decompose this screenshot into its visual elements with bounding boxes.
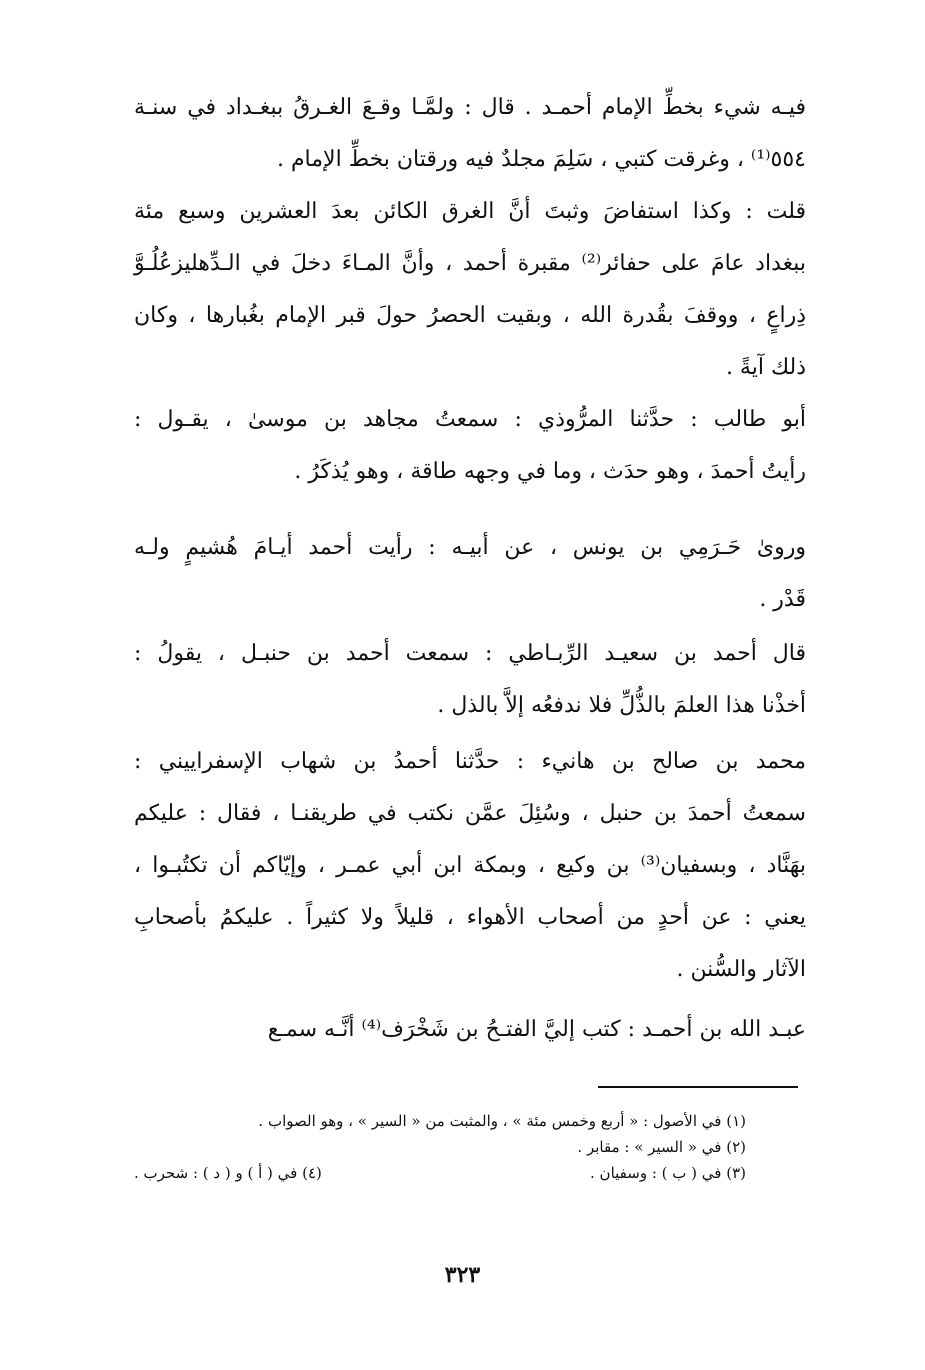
text-line: أبو طالب : حدَّثنا المرُّوذي : سمعتُ مجاهد بن موسىٰ ، يقـول :	[134, 407, 806, 432]
text-line: أخذْنا هذا العلمَ بالذُّلِّ فلا ندفعُه إلاَّ بالذل .	[437, 693, 806, 718]
text-line: ببغداد عامَ على حفائر⁽²⁾ مقبرة أحمد ، وأنَّ المـاءَ دخلَ في الـدِّهليزعُلُـوَّ	[134, 251, 806, 276]
footnote-3: (٣) في ( ب ) : وسفيان .	[590, 1164, 746, 1182]
paragraph-6	[134, 736, 806, 996]
paragraph-7	[134, 1004, 806, 1056]
text-line: قلت : وكذا استفاضَ وثبتَ أنَّ الغرق الكائن بعدَ العشرين وسبع مئة	[134, 199, 806, 224]
text-line: سمعتُ أحمدَ بن حنبل ، وسُئِلَ عمَّن نكتب في طريقنـا ، فقال : عليكم	[134, 801, 806, 826]
text-line: ذِراعٍ ، ووقفَ بقُدرة الله ، وبقيت الحصرُ حولَ قبر الإمام بغُبارها ، وكان	[134, 303, 806, 328]
paragraph-1	[134, 82, 806, 186]
footnote-row	[134, 1160, 746, 1186]
text-line: قَدْر .	[759, 587, 806, 612]
page-number: ٣٢٣	[444, 1262, 481, 1288]
text-line: فيـه شيء بخطِّ الإمام أحمـد . قال : ولمَّـا وقـعَ الغـرقُ ببغـداد في سنـة	[134, 95, 806, 120]
footnote-4: (٤) في ( أ ) و ( د ) : شحرب .	[134, 1164, 322, 1182]
text-line: قال أحمد بن سعيـد الرِّبـاطي : سمعت أحمد بن حنبـل ، يقولُ :	[134, 641, 806, 666]
footnote-separator	[598, 1086, 798, 1088]
footnote-1: (١) في الأصول : « أربع وخمس مئة » ، والمثبت من « السير » ، وهو الصواب .	[258, 1112, 746, 1130]
text-line: ورویٰ حَـرَمِي بن يونس ، عن أبيـه : رأيت أحمد أيـامَ هُشيمٍ ولـه	[134, 535, 806, 560]
paragraph-3	[134, 394, 806, 498]
paragraph-2	[134, 186, 806, 394]
paragraph-4	[134, 522, 806, 626]
text-line: ٥٥٤⁽¹⁾ ، وغرقت كتبي ، سَلِمَ مجلدٌ فيه ورقتان بخطِّ الإمام .	[276, 147, 806, 172]
text-line: عبـد الله بن أحمـد : كتب إليَّ الفتـحُ بن شَخْرَف⁽⁴⁾ أنَّـه سمـع	[267, 1017, 806, 1042]
text-line: ذلك آيةً .	[725, 355, 806, 380]
paragraph-5	[134, 628, 806, 732]
text-line: يعني : عن أحدٍ من أصحاب الأهواء ، قليلاً ولا كثيراً . عليكمُ بأصحابِ	[134, 905, 806, 930]
text-line: محمد بن صالح بن هانيء : حدَّثنا أحمدُ بن شهاب الإسفراييني :	[134, 749, 806, 774]
text-line: الآثار والسُّنن .	[676, 957, 806, 982]
text-line: رأيتُ أحمدَ ، وهو حدَث ، وما في وجهه طاقة ، وهو يُذكَرُ .	[294, 459, 806, 484]
footnote-2: (٢) في « السير » : مقابر .	[577, 1138, 746, 1156]
footnotes	[134, 1108, 746, 1186]
text-line: بهَنَّاد ، وبسفيان⁽³⁾ بن وكيع ، وبمكة ابن أبي عمـر ، وإيّاكم أن تكتُبـوا ،	[134, 853, 806, 878]
